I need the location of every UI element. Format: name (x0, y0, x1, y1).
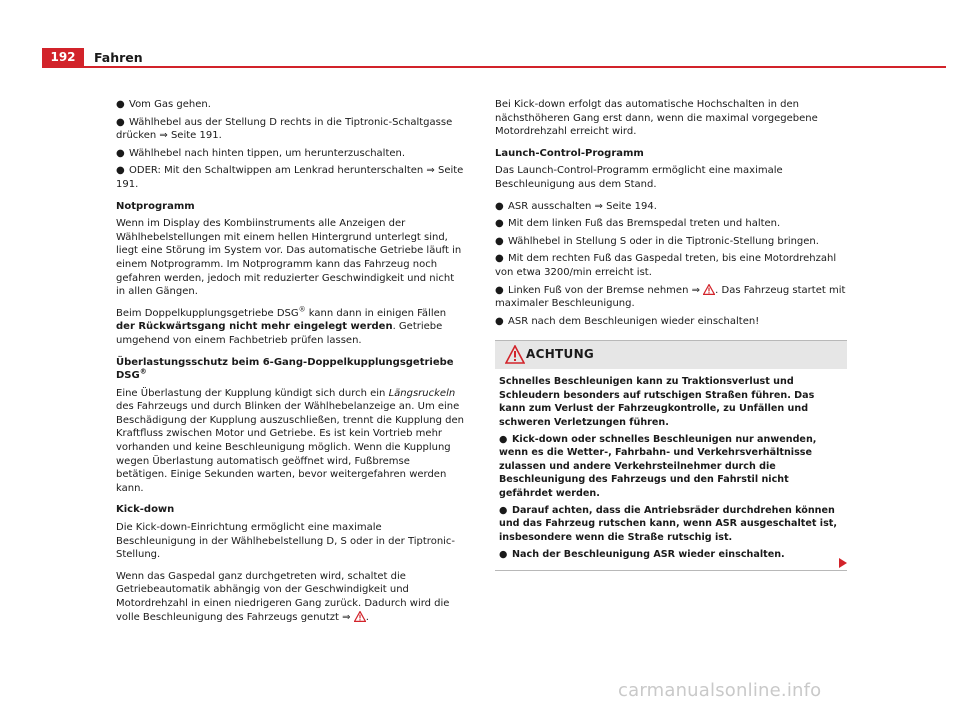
list-item: ● ASR ausschalten ⇒ Seite 194. (495, 200, 657, 212)
list-item: ● Wählhebel nach hinten tippen, um herunterzuschalten. (116, 147, 406, 159)
paragraph: Beim Doppelkupplungsgetriebe DSG® kann dann in einigen Fällen der Rückwärtsgang nicht mehr eingelegt werden. Getriebe umgehend von einem Fachbetrieb prüfen lassen. (116, 305, 447, 346)
paragraph: Wenn im Display des Kombiinstruments alle Anzeigen der Wählhebelstellungen mit einem hellen Hintergrund unterlegt sind, liegt eine Störung im System vor. Das automatische Getriebe läuft in einem Notprogramm. Im Notprogramm kann das Fahrzeug noch gefahren werden, jedoch mit reduzierter Geschwindigkeit und nicht in allen Gängen. (116, 218, 462, 298)
paragraph: Bei Kick-down erfolgt das automatische Hochschalten in den nächsthöheren Gang erst dann, wenn die maximal vorgegebene Motordrehzahl erreicht wird. (495, 99, 818, 138)
list-item: ● Darauf achten, dass die Antriebsräder durchdrehen können und das Fahrzeug rutschen kann, wenn ASR ausgeschaltet ist, insbesondere wenn die Straße rutschig ist. (499, 504, 838, 543)
list-item: ● Wählhebel aus der Stellung D rechts in die Tiptronic-Schaltgasse drücken ⇒ Seite 191. (116, 116, 453, 142)
watermark: carmanualsonline.info (618, 680, 822, 701)
warning-triangle-icon[interactable] (354, 611, 366, 622)
list-item: ● ASR nach dem Beschleunigen wieder einschalten! (495, 315, 760, 327)
list-item: ● Kick-down oder schnelles Beschleunigen nur anwenden, wenn es die Wetter-, Fahrbahn- und Verkehrsverhältnisse zulassen und andere Verkehrsteilnehmer durch die Beschleunigung des Fahrzeugs und den Fahrstil nicht gefährdet werden. (499, 433, 817, 499)
section-heading: Notprogramm (116, 200, 195, 212)
paragraph: Eine Überlastung der Kupplung kündigt sich durch ein Längsruckeln des Fahrzeugs und durch Blinken der Wählhebelanzeige an. Um eine Beschädigung der Kupplung auszuschließen, trennt die Kupplung den Kraftfluss zwischen Motor und Getriebe. Es ist kein Vortrieb mehr vorhanden und keine Beschleunigung möglich. Wenn die Kupplung wegen Überlastung automatisch geöffnet wird, Fußbremse betätigen. Einige Sekunden warten, bevor weitergefahren werden kann. (116, 387, 464, 494)
warning-box-header (495, 341, 847, 369)
list-item: ● Linken Fuß von der Bremse nehmen ⇒ . Das Fahrzeug startet mit maximaler Beschleunigung. (495, 284, 846, 310)
page-header (42, 48, 946, 67)
paragraph: Die Kick-down-Einrichtung ermöglicht eine maximale Beschleunigung in der Wählhebelstellung D, S oder in der Tiptronic-Stellung. (116, 522, 456, 561)
warning-triangle-icon (505, 345, 525, 364)
warning-intro: Schnelles Beschleunigen kann zu Traktionsverlust und Schleudern besonders auf rutschigen Straßen führen. Das kann zum Verlust der Fahrzeugkontrolle, zu Unfällen und schweren Verletzungen führen. (499, 376, 815, 428)
chapter-title: Fahren (94, 50, 143, 65)
page-number: 192 (42, 48, 84, 67)
list-item: ● ODER: Mit den Schaltwippen am Lenkrad herunterschalten ⇒ Seite 191. (116, 165, 464, 190)
warning-body (495, 369, 847, 569)
warning-box (495, 340, 847, 570)
section-heading: Kick-down (116, 504, 175, 516)
section-heading: Launch-Control-Programm (495, 147, 644, 159)
list-item: ● Mit dem rechten Fuß das Gaspedal treten, bis eine Motordrehzahl von etwa 3200/min erreicht ist. (495, 253, 837, 278)
warning-triangle-icon[interactable] (703, 284, 715, 295)
paragraph: Wenn das Gaspedal ganz durchgetreten wird, schaltet die Getriebeautomatik abhängig von der Geschwindigkeit und Motordrehzahl in einen niedrigeren Gang zurück. Dadurch wird die volle Beschleunigung des Fahrzeugs genutzt ⇒ . (116, 570, 450, 623)
list-item: ● Wählhebel in Stellung S oder in die Tiptronic-Stellung bringen. (495, 235, 819, 247)
left-column (116, 98, 464, 632)
section-heading: Überlastungsschutz beim 6-Gang-Doppelkupplungsgetriebe DSG® (116, 356, 454, 382)
warning-title: ACHTUNG (526, 347, 595, 362)
header-rule (42, 66, 946, 68)
paragraph: Das Launch-Control-Programm ermöglicht eine maximale Beschleunigung aus dem Stand. (495, 165, 783, 190)
list-item: ● Vom Gas gehen. (116, 99, 211, 110)
continue-arrow-icon[interactable] (839, 558, 847, 568)
list-item: ● Mit dem linken Fuß das Bremspedal treten und halten. (495, 218, 781, 230)
right-column (495, 98, 847, 571)
list-item: ● Nach der Beschleunigung ASR wieder einschalten. (499, 549, 785, 561)
